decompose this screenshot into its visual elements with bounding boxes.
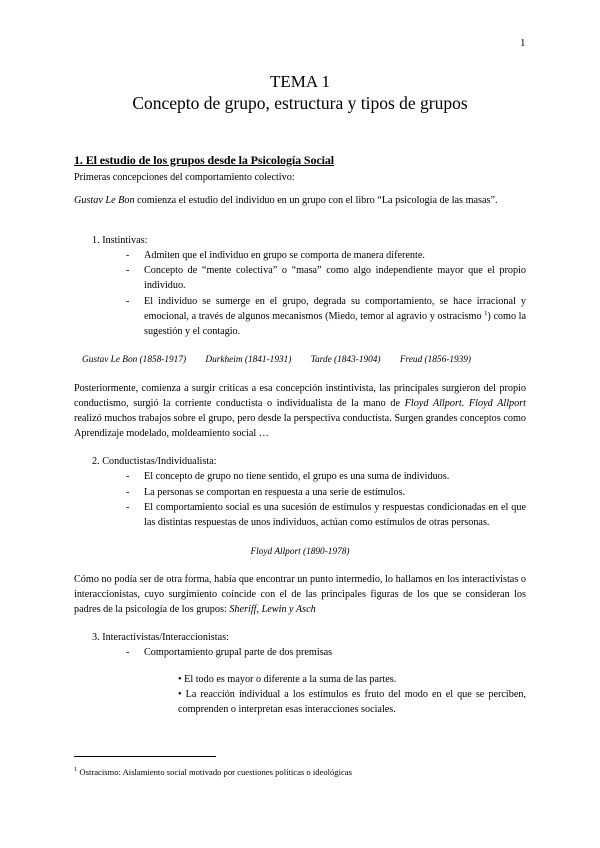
dash-marker: - xyxy=(126,487,130,498)
footnote-separator xyxy=(74,756,216,757)
bullet-text: La personas se comportan en respuesta a una serie de estímulos. xyxy=(144,487,406,498)
bullet-text: Admiten que el individuo en grupo se comporta de manera diferente. xyxy=(144,250,425,261)
lebon-text: comienza el estudio del individuo en un grupo con el libro “La psicología de las masas”. xyxy=(134,195,498,206)
item1-label: 1. Instintivas: xyxy=(92,235,148,246)
dash-marker: - xyxy=(126,250,130,261)
item3-label: 3. Interactivistas/Interaccionistas: xyxy=(92,632,229,643)
footnote-ref: 1 xyxy=(484,310,488,317)
bullet-text: El concepto de grupo no tiene sentido, el grupo es una suma de individuos. xyxy=(144,471,450,482)
bullet-text: El comportamiento social es una sucesión de estímulos y respuestas condicionadas en el que las distintas respuestas de unos individuos, actúan como estímulos de otras personas. xyxy=(144,502,526,528)
dash-marker: - xyxy=(126,502,130,513)
allport-dates: Floyd Allport (1890-1978) xyxy=(250,547,350,557)
author-tarde: Tarde (1843-1904) xyxy=(310,355,381,365)
author-freud: Freud (1856-1939) xyxy=(399,355,472,365)
bullet-text xyxy=(144,294,526,339)
footnote-mark: 1 xyxy=(74,766,78,773)
dash-marker: - xyxy=(126,296,130,307)
footnote-text: Ostracismo: Aislamiento social motivado por cuestiones políticas o ideológicas xyxy=(77,767,352,777)
lebon-name: Gustav Le Bon xyxy=(74,195,135,206)
bullet-text-part: ) como la sugestión y el contagio. xyxy=(144,311,526,337)
authors-line xyxy=(82,353,488,368)
bullet-text: Concepto de “mente colectiva” o “masa” como algo independiente mayor que el propio individuo. xyxy=(144,265,526,291)
document-subtitle: Concepto de grupo, estructura y tipos de grupos xyxy=(132,93,468,113)
dash-marker: - xyxy=(126,647,130,658)
premise-2: • La reacción individual a los estímulos es fruto del modo en el que se perciben, comprenden o interpretan esas interacciones sociales. xyxy=(178,689,526,715)
paragraph-text: Posteriormente, comienza a surgir críticas a esa concepción instintivista, las principales surgieron del propio conductismo, surgió la corriente conductista o individualista de la mano de xyxy=(74,383,526,409)
author-lebon: Gustav Le Bon (1858-1917) xyxy=(82,355,187,365)
lebon-paragraph xyxy=(74,193,526,208)
paragraph-text: Cómo no podía ser de otra forma, había que encontrar un punto intermedio, lo hallamos en los interactivistas o interaccionistas, cuyo surgimiento coincide con el de las principales figuras de los que se consideran los padres de la psicología de los grupos: xyxy=(74,574,526,615)
dash-marker: - xyxy=(126,265,130,276)
footnote xyxy=(74,765,352,780)
allport-name: Floyd Allport. Floyd Allport xyxy=(404,398,527,409)
author-durkheim: Durkheim (1841-1931) xyxy=(205,355,292,365)
page-number: 1 xyxy=(520,37,526,49)
document-title: TEMA 1 xyxy=(270,72,330,91)
paragraph-conductism xyxy=(74,381,526,441)
premise-1: • El todo es mayor o diferente a la suma de las partes. xyxy=(178,674,397,685)
paragraph-interactionism xyxy=(74,572,526,617)
bullet-text: Comportamiento grupal parte de dos premisas xyxy=(144,647,333,658)
item2-label: 2. Conductistas/Individualista: xyxy=(92,456,217,467)
section-heading: 1. El estudio de los grupos desde la Psicología Social xyxy=(74,153,334,167)
founders-names: Sheriff, Lewin y Asch xyxy=(229,604,316,615)
paragraph-text: realizó muchos trabajos sobre el grupo, pero desde la perspectiva conductista. Surgen grandes conceptos como Aprendizaje modelado, moldeamiento social … xyxy=(74,413,526,439)
intro-line: Primeras concepciones del comportamiento colectivo: xyxy=(74,172,295,183)
bullet-text-part: El individuo se sumerge en el grupo, degrada su comportamiento, se hace irracional y emocional, a través de algunos mecanismos (Miedo, temor al agravio y ostracismo xyxy=(144,296,526,322)
dash-marker: - xyxy=(126,471,130,482)
